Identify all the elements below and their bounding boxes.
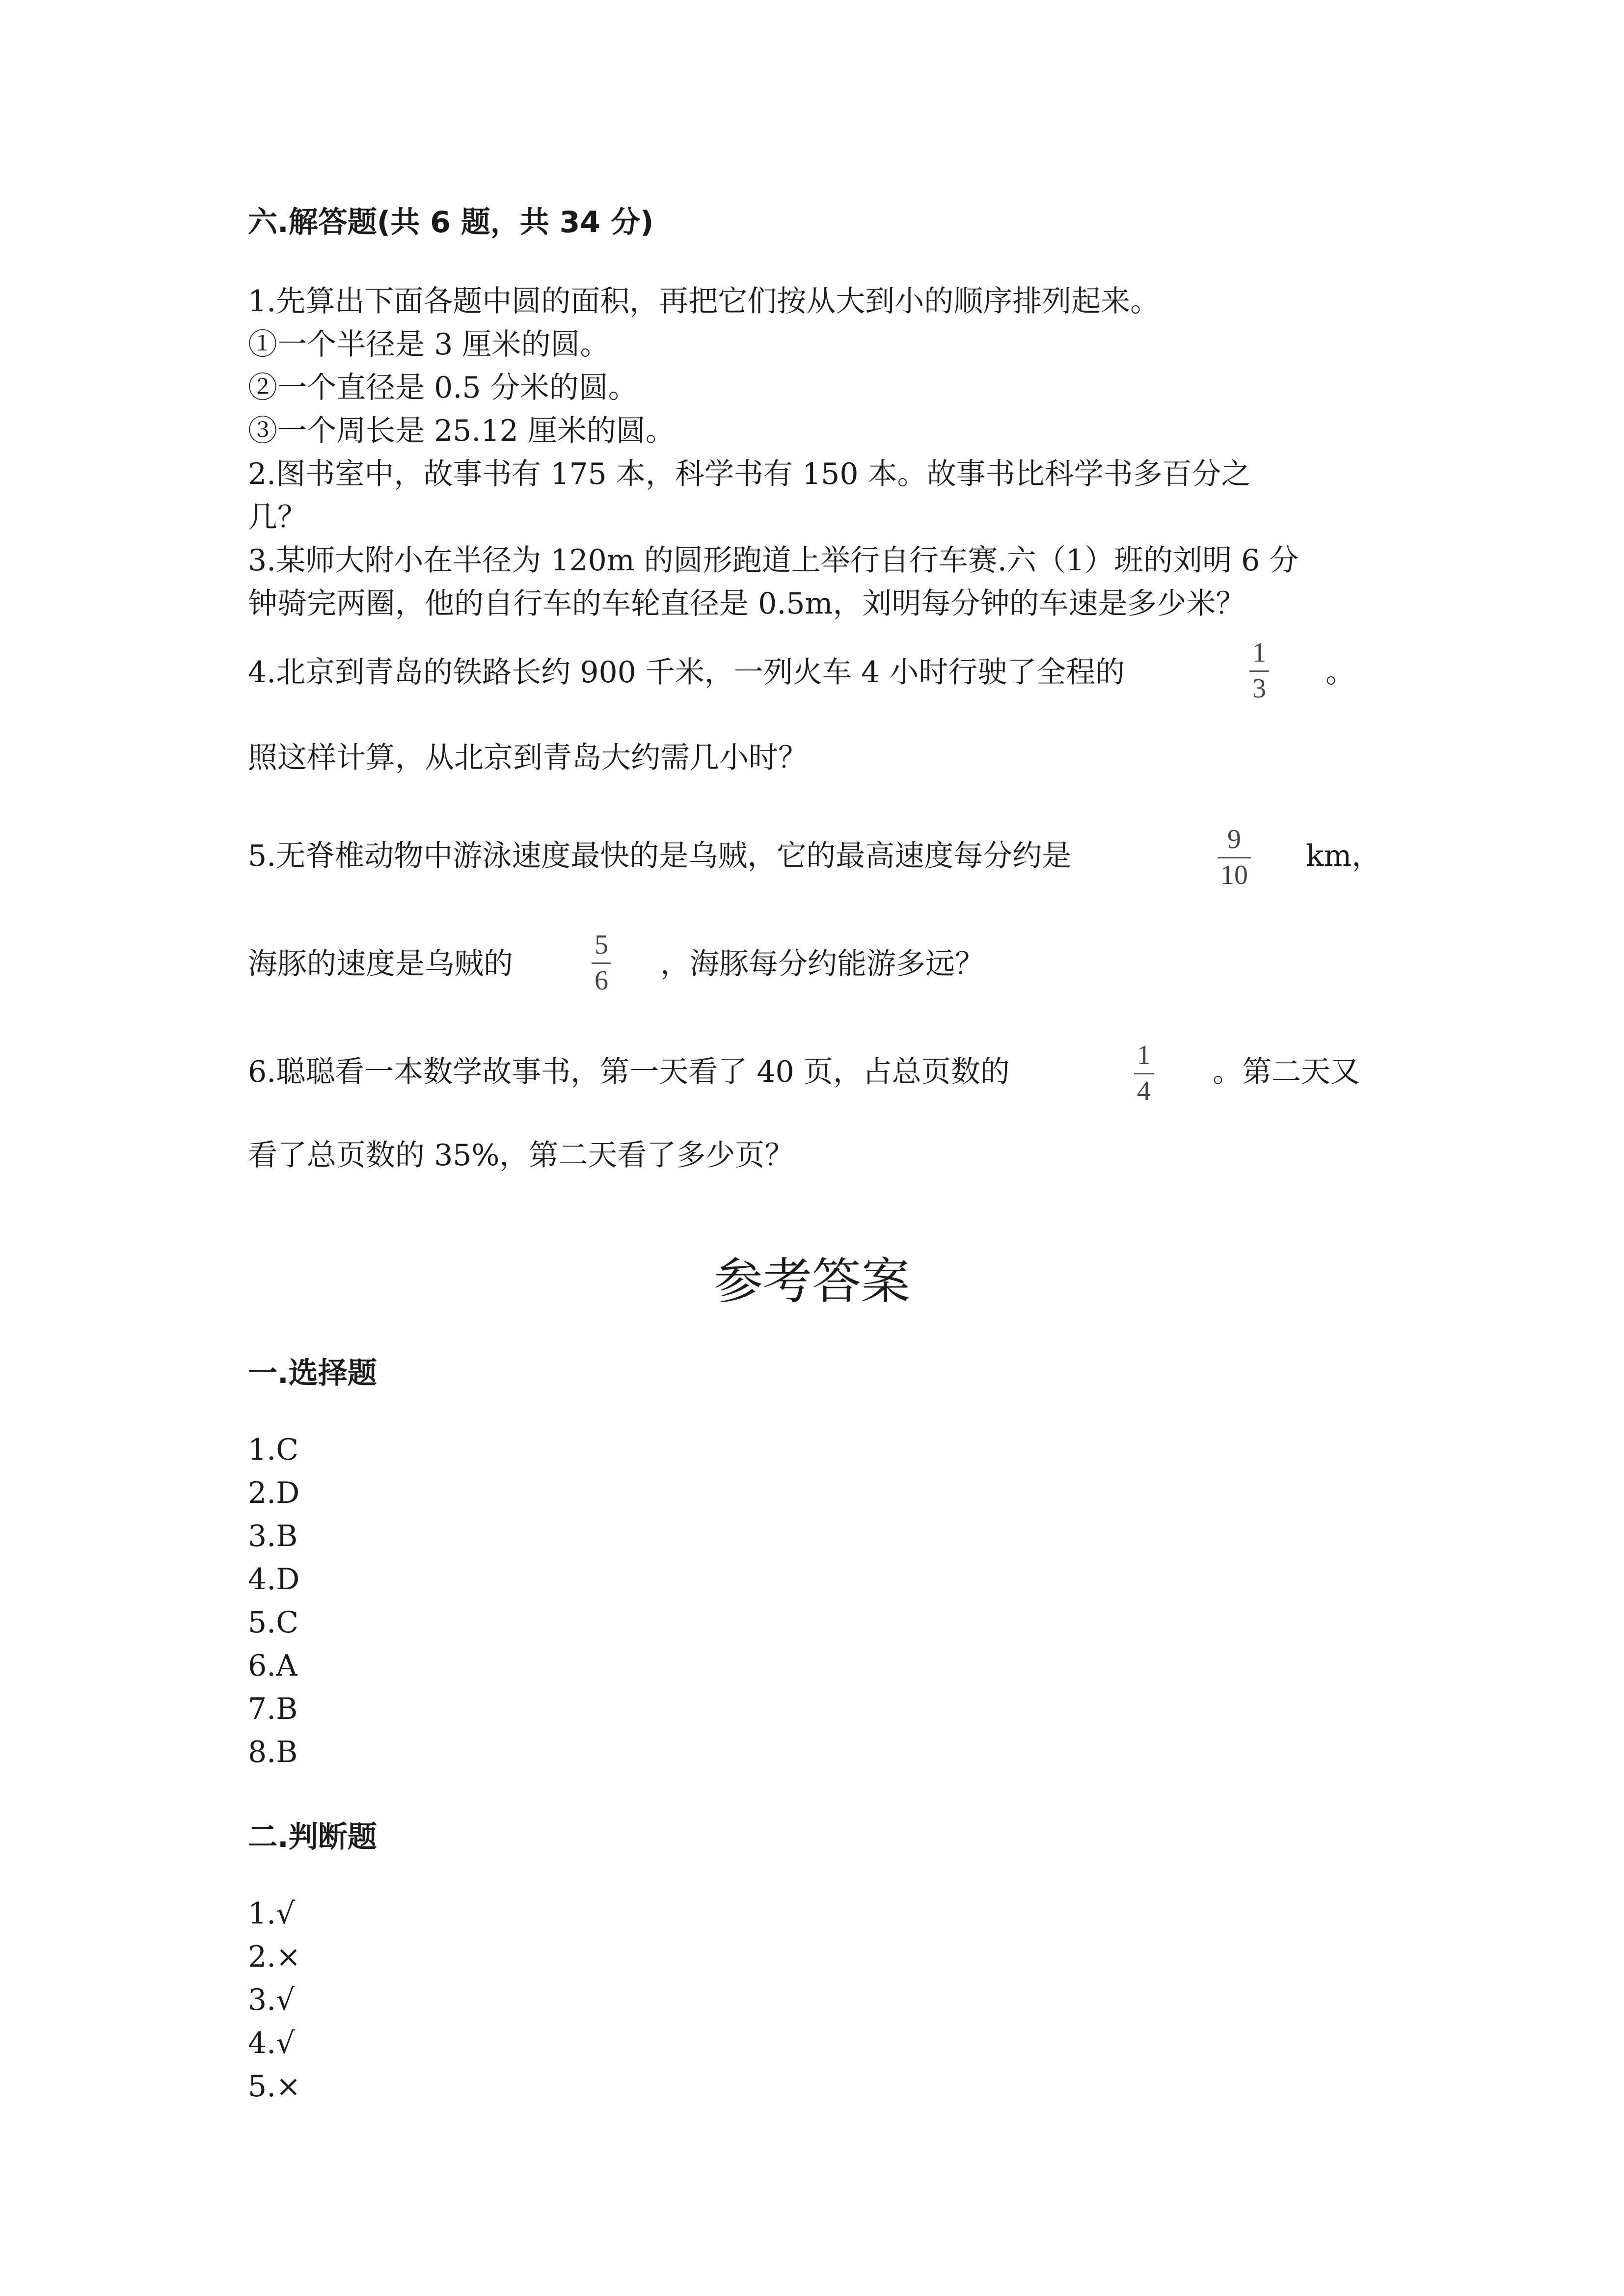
fraction-nine-tenths: [1218, 825, 1251, 890]
answer-item: 4.√: [248, 2026, 295, 2060]
question-3-line: 钟骑完两圈，他的自行车的车轮直径是 0.5m，刘明每分钟的车速是多少米？: [248, 587, 1245, 621]
question-4-line: 4.北京到青岛的铁路长约 900 千米，一列火车 4 小时行驶了全程的: [248, 655, 1125, 690]
fraction-numerator: 1: [1137, 1040, 1151, 1070]
fraction-denominator: 6: [595, 965, 608, 996]
answer-item: 7.B: [248, 1692, 298, 1726]
question-2-line: 2.图书室中，故事书有 175 本，科学书有 150 本。故事书比科学书多百分之: [248, 457, 1251, 491]
fraction-bar: [592, 962, 611, 964]
fraction-numerator: 5: [595, 930, 608, 960]
fraction-denominator: 10: [1220, 860, 1248, 890]
question-5-line: 海豚的速度是乌贼的: [248, 947, 513, 981]
fraction-numerator: 1: [1252, 638, 1266, 668]
answers-title: 参考答案: [714, 1253, 910, 1310]
answer-item: 1.√: [248, 1896, 295, 1931]
question-6-line-tail: 。第二天又: [1213, 1055, 1360, 1089]
answers-part1-heading: 一.选择题: [248, 1356, 377, 1390]
fraction-bar: [1134, 1073, 1154, 1074]
section-heading: 六.解答题(共 6 题，共 34 分): [248, 205, 654, 240]
fraction-bar: [1249, 670, 1269, 672]
answer-item: 2.D: [248, 1476, 300, 1510]
answer-item: 6.A: [248, 1649, 298, 1683]
answer-item: 3.√: [248, 1983, 295, 2017]
answer-item: 5.×: [248, 2069, 301, 2104]
fraction-denominator: 3: [1252, 673, 1266, 704]
fraction-one-quarter: [1134, 1041, 1154, 1106]
question-1-line: ②一个直径是 0.5 分米的圆。: [248, 371, 638, 405]
question-5-unit: km，: [1306, 839, 1381, 873]
fraction-five-sixths: [592, 930, 611, 995]
fraction-numerator: 9: [1227, 824, 1241, 854]
question-4-punct: 。: [1326, 655, 1355, 690]
question-5-line: 5.无脊椎动物中游泳速度最快的是乌贼，它的最高速度每分约是: [248, 839, 1072, 873]
question-3-line: 3.某师大附小在半径为 120m 的圆形跑道上举行自行车赛.六（1）班的刘明 6 分: [248, 543, 1299, 578]
question-6-line: 6.聪聪看一本数学故事书，第一天看了 40 页，占总页数的: [248, 1055, 1010, 1089]
fraction-denominator: 4: [1137, 1076, 1151, 1106]
fraction-bar: [1218, 857, 1251, 858]
answer-item: 8.B: [248, 1735, 298, 1769]
answer-item: 5.C: [248, 1605, 299, 1640]
question-1-line: ①一个半径是 3 厘米的圆。: [248, 327, 610, 362]
answers-part2-heading: 二.判断题: [248, 1820, 377, 1854]
question-1-line: 1.先算出下面各题中圆的面积，再把它们按从大到小的顺序排列起来。: [248, 284, 1160, 319]
question-6-line: 看了总页数的 35%，第二天看了多少页？: [248, 1138, 794, 1173]
question-5-line-tail: ，海豚每分约能游多远？: [660, 947, 984, 981]
answer-item: 4.D: [248, 1562, 300, 1597]
question-1-line: ③一个周长是 25.12 厘米的圆。: [248, 414, 675, 448]
answer-item: 3.B: [248, 1519, 298, 1553]
answer-item: 2.×: [248, 1940, 301, 1974]
answer-item: 1.C: [248, 1433, 299, 1467]
fraction-one-third: [1249, 638, 1269, 703]
question-4-line: 照这样计算，从北京到青岛大约需几小时？: [248, 741, 808, 775]
question-2-line: 几？: [248, 500, 307, 534]
